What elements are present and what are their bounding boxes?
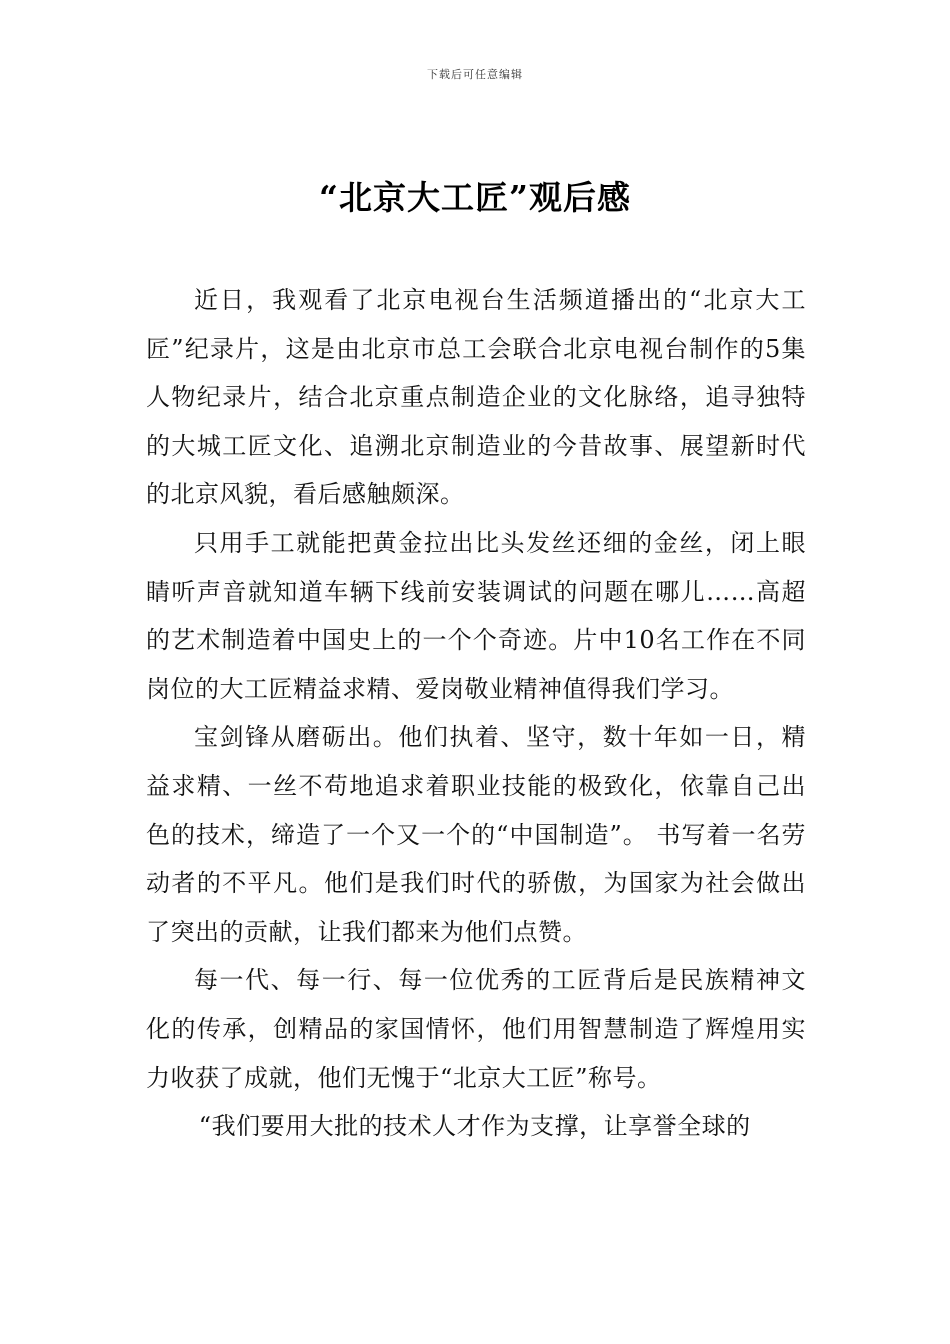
download-note: 下载后可任意编辑 [427, 68, 523, 81]
paragraph-2: 只用手工就能把黄金拉出比头发丝还细的金丝，闭上眼睛听声音就知道车辆下线前安装调试的问题在哪儿……高超的艺术制造着中国史上的一个个奇迹。片中10名工作在不同岗位的大工匠精益求精、爱岗敬业精神值得我们学习。 [146, 528, 806, 703]
paragraph-4: 每一代、每一行、每一位优秀的工匠背后是民族精神文化的传承，创精品的家国情怀，他们用智慧制造了辉煌用实力收获了成就，他们无愧于“北京大工匠”称号。 [146, 966, 806, 1092]
paragraph-5: “我们要用大批的技术人才作为支撑，让享誉全球的 [198, 1112, 751, 1141]
document-body [146, 276, 806, 1151]
paragraph-3: 宝剑锋从磨砺出。他们执着、坚守，数十年如一日，精益求精、一丝不苟地追求着职业技能的极致化，依靠自己出色的技术，缔造了一个又一个的“中国制造”。 书写着一名劳动者的不平凡。他们是我们时代的骄傲，为国家为社会做出了突出的贡献，让我们都来为他们点赞。 [146, 723, 806, 946]
paragraph-1: 近日，我观看了北京电视台生活频道播出的“北京大工匠”纪录片，这是由北京市总工会联合北京电视台制作的5集人物纪录片，结合北京重点制造企业的文化脉络，追寻独特的大城工匠文化、追溯北京制造业的今昔故事、展望新时代的北京风貌，看后感触颇深。 [146, 286, 806, 509]
document-title: “北京大工匠”观后感 [319, 178, 631, 217]
